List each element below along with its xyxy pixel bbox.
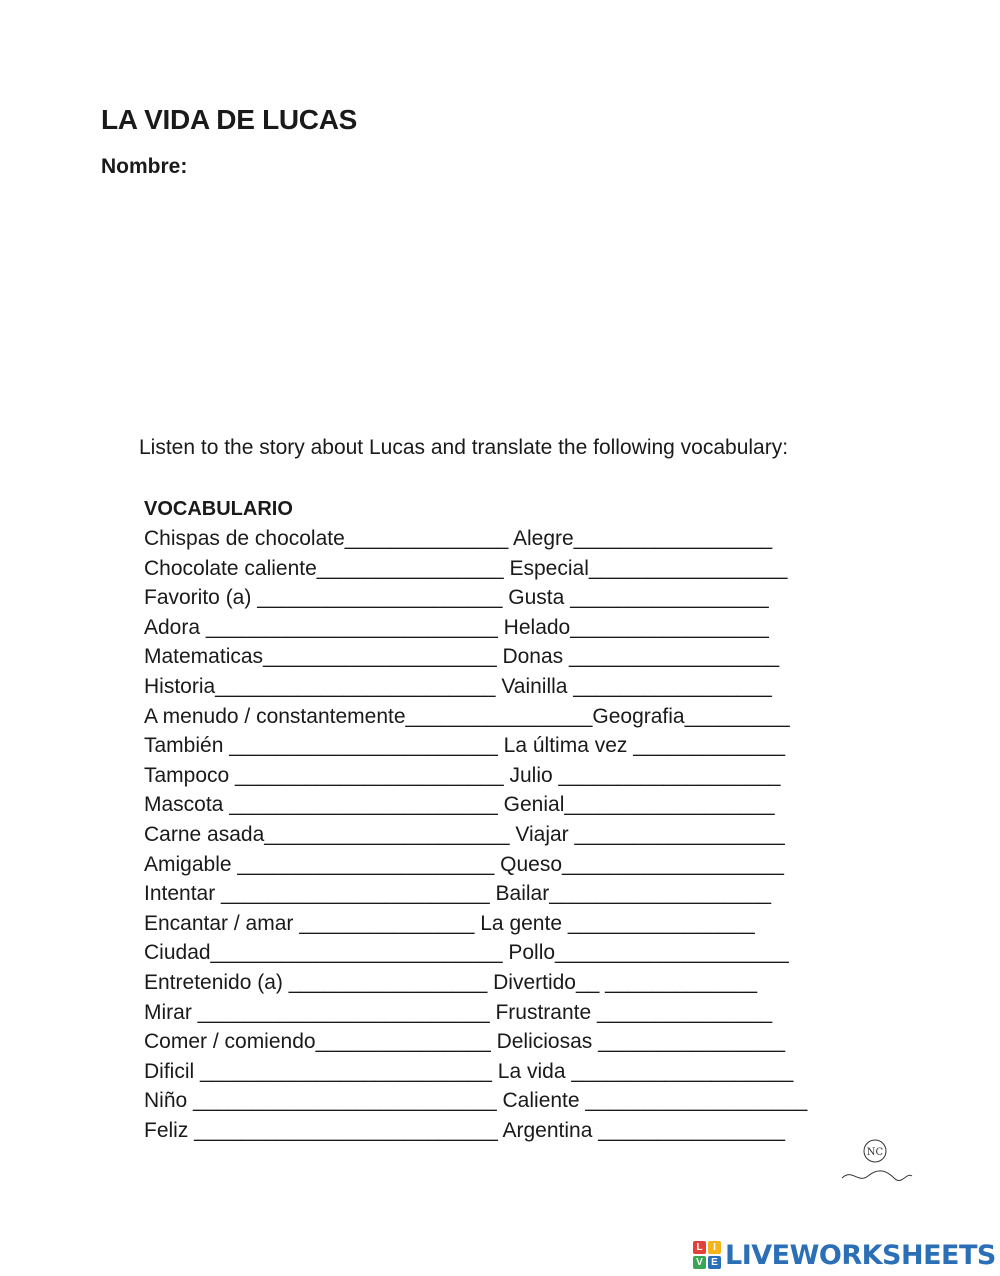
vocabulary-row: Carne asada_____________________ Viajar __________________ [144,822,785,846]
vocabulary-heading: VOCABULARIO [144,498,293,520]
vocabulary-row: Intentar _______________________ Bailar___________________ [144,882,772,906]
logo-block: L [693,1241,706,1254]
vocabulary-row: A menudo / constantemente________________Geografia_________ [144,704,790,728]
vocabulary-row: Historia________________________ Vainilla _________________ [144,674,772,698]
vocabulary-row: Mascota _______________________ Genial__________________ [144,793,775,817]
vocabulary-row: Amigable ______________________ Queso___________________ [144,852,784,876]
vocabulary-row: Ciudad_________________________ Pollo____________________ [144,941,789,965]
vocabulary-row: Adora _________________________ Helado_________________ [144,615,769,639]
vocabulary-row: Chocolate caliente________________ Especial_________________ [144,556,788,580]
vocabulary-row: Mirar _________________________ Frustrante _______________ [144,1000,773,1024]
vocabulary-row: Favorito (a) _____________________ Gusta _________________ [144,586,769,610]
vocabulary-row: También _______________________ La última vez _____________ [144,734,786,758]
vocabulary-row: Matematicas____________________ Donas __________________ [144,645,780,669]
logo-blocks-icon [693,1241,721,1269]
logo-block: V [693,1256,706,1269]
vocabulary-row: Feliz __________________________ Argentina ________________ [144,1118,786,1142]
logo-block: E [708,1256,721,1269]
liveworksheets-logo [693,1238,996,1272]
vocabulary-section [144,496,864,1145]
name-label: Nombre: [101,155,188,178]
svg-text:NC: NC [866,1147,884,1158]
vocabulary-list [144,524,864,1145]
vocabulary-row: Dificil _________________________ La vida ___________________ [144,1059,794,1083]
vocabulary-row: Encantar / amar _______________ La gente ________________ [144,911,755,935]
worksheet-title: LA VIDA DE LUCAS [101,104,358,135]
logo-text: LIVEWORKSHEETS [725,1239,996,1271]
logo-block: I [708,1241,721,1254]
author-signature-logo [836,1138,916,1186]
vocabulary-row: Entretenido (a) _________________ Divertido__ _____________ [144,970,758,994]
vocabulary-row: Niño __________________________ Caliente ___________________ [144,1089,808,1113]
vocabulary-row: Comer / comiendo_______________ Deliciosas ________________ [144,1030,785,1054]
vocabulary-row: Chispas de chocolate______________ Alegre_________________ [144,527,773,550]
instructions-text: Listen to the story about Lucas and translate the following vocabulary: [139,436,789,459]
vocabulary-row: Tampoco _______________________ Julio ___________________ [144,763,781,787]
